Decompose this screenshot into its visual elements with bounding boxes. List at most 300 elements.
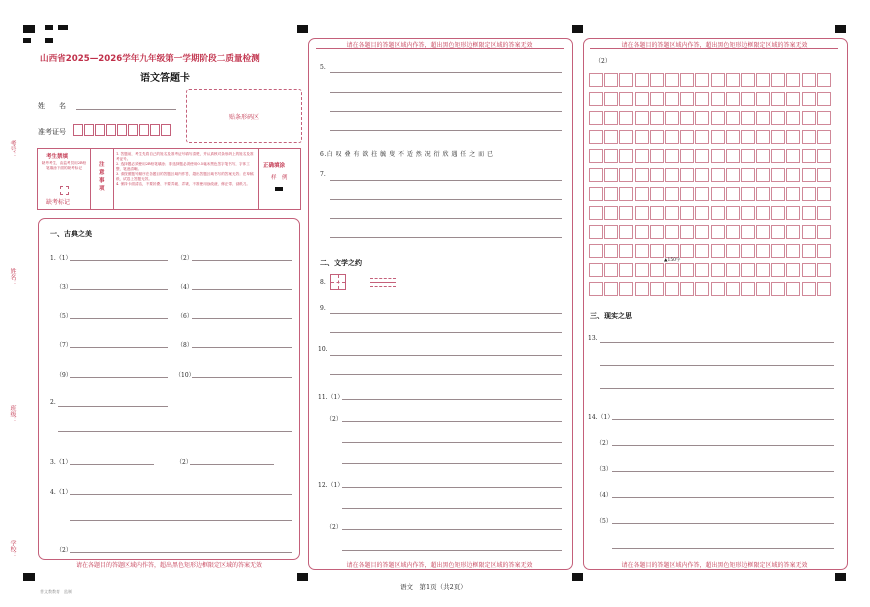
essay-grid-cell[interactable]: [695, 168, 709, 182]
essay-grid-cell[interactable]: [786, 168, 800, 182]
timing-mark: [58, 25, 68, 30]
q1-9-answer[interactable]: [70, 377, 168, 378]
q11-2-answer-line[interactable]: [342, 421, 562, 422]
essay-grid-cell[interactable]: [771, 149, 785, 163]
essay-grid-cell[interactable]: [771, 111, 785, 125]
q9-answer-line[interactable]: [330, 313, 562, 314]
q8-char-box[interactable]: [330, 274, 346, 290]
essay-grid-cell[interactable]: [680, 225, 694, 239]
essay-grid-cell[interactable]: [711, 111, 725, 125]
essay-grid-cell[interactable]: [650, 244, 664, 258]
essay-grid-cell[interactable]: [786, 263, 800, 277]
q13-label: 13.: [588, 335, 598, 342]
essay-grid-cell[interactable]: [771, 187, 785, 201]
essay-grid-cell[interactable]: [665, 130, 679, 144]
essay-grid-row[interactable]: [589, 130, 832, 144]
essay-grid-cell[interactable]: [711, 263, 725, 277]
essay-grid-cell[interactable]: [589, 244, 603, 258]
q1-7-label: （7）: [56, 342, 72, 349]
essay-label: （2）: [595, 58, 611, 65]
q5-label: 5.: [320, 64, 326, 71]
essay-grid-cell[interactable]: [635, 206, 649, 220]
essay-grid-cell[interactable]: [726, 92, 740, 106]
essay-grid-cell[interactable]: [650, 263, 664, 277]
essay-grid-cell[interactable]: [771, 92, 785, 106]
name-field[interactable]: [76, 109, 176, 110]
q12-1-label: 12.（1）: [318, 482, 344, 489]
essay-grid-cell[interactable]: [680, 282, 694, 296]
essay-grid-cell[interactable]: [604, 149, 618, 163]
essay-grid-row[interactable]: [589, 225, 832, 239]
essay-grid-row[interactable]: [589, 244, 832, 258]
essay-grid-cell[interactable]: [680, 130, 694, 144]
q4-2-answer-line[interactable]: [70, 552, 292, 553]
q13-answer-line[interactable]: [600, 365, 834, 366]
section-title-literature: 二、文学之约: [320, 259, 362, 267]
essay-grid-cell[interactable]: [817, 263, 831, 277]
q14-5-answer[interactable]: [612, 548, 834, 549]
warning-top-3: 请在各题目的答题区域内作答，超出黑色矩形边框限定区域的答案无效: [621, 42, 808, 49]
essay-grid-cell[interactable]: [619, 225, 633, 239]
essay-grid-cell[interactable]: [741, 111, 755, 125]
essay-grid-cell[interactable]: [756, 149, 770, 163]
essay-grid-cell[interactable]: [741, 187, 755, 201]
q14-5-label: （5）: [596, 518, 612, 525]
essay-word-marker: ▲150字: [664, 258, 681, 263]
q2-answer-line[interactable]: [58, 406, 168, 407]
essay-grid-cell[interactable]: [726, 130, 740, 144]
q12-1-answer-line[interactable]: [342, 487, 562, 488]
essay-grid-cell[interactable]: [786, 149, 800, 163]
essay-grid-cell[interactable]: [589, 225, 603, 239]
q1-5-label: （5）: [56, 313, 72, 320]
essay-grid-cell[interactable]: [756, 187, 770, 201]
essay-grid-cell[interactable]: [802, 111, 816, 125]
essay-grid-cell[interactable]: [741, 282, 755, 296]
exam-title: 山西省2025—2026学年九年级第一学期阶段二质量检测: [40, 54, 260, 64]
q1-7-answer[interactable]: [70, 347, 168, 348]
essay-grid-cell[interactable]: [771, 244, 785, 258]
essay-grid-cell[interactable]: [619, 263, 633, 277]
q7-answer-line[interactable]: [330, 237, 562, 238]
essay-grid-cell[interactable]: [695, 149, 709, 163]
essay-grid-cell[interactable]: [741, 263, 755, 277]
essay-grid-cell[interactable]: [786, 73, 800, 87]
essay-grid-cell[interactable]: [589, 206, 603, 220]
essay-grid-cell[interactable]: [771, 73, 785, 87]
essay-grid-cell[interactable]: [741, 206, 755, 220]
essay-grid-cell[interactable]: [665, 225, 679, 239]
essay-grid-cell[interactable]: [635, 149, 649, 163]
essay-grid-cell[interactable]: [771, 168, 785, 182]
essay-grid-row[interactable]: [589, 73, 832, 87]
essay-grid-cell[interactable]: [756, 244, 770, 258]
essay-grid-cell[interactable]: [665, 73, 679, 87]
essay-grid-cell[interactable]: [711, 168, 725, 182]
essay-grid-cell[interactable]: [635, 168, 649, 182]
essay-grid-cell[interactable]: [711, 244, 725, 258]
essay-grid-cell[interactable]: [589, 111, 603, 125]
essay-grid-cell[interactable]: [619, 92, 633, 106]
essay-grid-cell[interactable]: [726, 168, 740, 182]
essay-grid-cell[interactable]: [726, 187, 740, 201]
essay-grid-cell[interactable]: [695, 225, 709, 239]
essay-grid-cell[interactable]: [756, 92, 770, 106]
q12-2-answer-line[interactable]: [342, 550, 562, 551]
q1-5-answer[interactable]: [70, 318, 168, 319]
correct-fill-title: 正确填涂: [263, 163, 286, 169]
essay-grid-cell[interactable]: [635, 111, 649, 125]
essay-grid-cell[interactable]: [711, 130, 725, 144]
essay-grid-cell[interactable]: [604, 225, 618, 239]
essay-grid-cell[interactable]: [650, 92, 664, 106]
q13-answer-line[interactable]: [600, 342, 834, 343]
q10-answer-line[interactable]: [330, 374, 562, 375]
section-title-classic: 一、古典之美: [50, 230, 92, 238]
warning-bottom-2: 请在各题目的答题区域内作答，超出黑色矩形边框限定区域的答案无效: [346, 562, 533, 569]
essay-grid-cell[interactable]: [680, 168, 694, 182]
q7-answer-line[interactable]: [330, 218, 562, 219]
essay-grid-cell[interactable]: [817, 73, 831, 87]
barcode-area: [186, 89, 302, 143]
q13-answer-line[interactable]: [600, 388, 834, 389]
q14-2-answer[interactable]: [612, 445, 834, 446]
essay-grid-cell[interactable]: [604, 244, 618, 258]
essay-grid-cell[interactable]: [650, 187, 664, 201]
q1-2-label: （2）: [177, 255, 193, 262]
essay-grid-cell[interactable]: [695, 111, 709, 125]
essay-grid-cell[interactable]: [726, 282, 740, 296]
q2-answer-line[interactable]: [58, 431, 292, 432]
essay-grid-cell[interactable]: [786, 187, 800, 201]
essay-grid-cell[interactable]: [665, 111, 679, 125]
q4-1-answer-line[interactable]: [70, 520, 292, 521]
q1-10-answer[interactable]: [192, 377, 292, 378]
essay-grid-cell[interactable]: [771, 282, 785, 296]
notice-item: 2. 选择题必须使用2B铅笔填涂；非选择题必须使用0.5毫米黑色签字笔书写，字体工整、笔迹清晰。: [116, 162, 250, 171]
essay-grid-cell[interactable]: [771, 206, 785, 220]
essay-grid-cell[interactable]: [711, 187, 725, 201]
essay-grid-cell[interactable]: [756, 73, 770, 87]
essay-grid-cell[interactable]: [786, 130, 800, 144]
essay-grid-cell[interactable]: [756, 225, 770, 239]
essay-grid-cell[interactable]: [635, 130, 649, 144]
side-label-class: 班级：: [9, 405, 16, 423]
essay-grid-cell[interactable]: [802, 73, 816, 87]
essay-grid-cell[interactable]: [817, 92, 831, 106]
essay-grid-cell[interactable]: [817, 149, 831, 163]
essay-grid-cell[interactable]: [726, 111, 740, 125]
correct-fill-sample-label: 样 例: [271, 175, 288, 181]
notice-title: 注意事项: [99, 162, 105, 192]
printer-credit: 普文教教育 监制: [40, 589, 72, 594]
q1-1-answer[interactable]: [70, 260, 168, 261]
essay-grid-row[interactable]: [589, 206, 832, 220]
essay-grid-cell[interactable]: [650, 206, 664, 220]
q11-1-label: 11.（1）: [318, 394, 344, 401]
essay-grid-cell[interactable]: [604, 111, 618, 125]
essay-grid-cell[interactable]: [817, 225, 831, 239]
missing-mark-box[interactable]: [60, 186, 69, 195]
essay-grid-cell[interactable]: [604, 73, 618, 87]
essay-grid-cell[interactable]: [756, 206, 770, 220]
essay-grid-cell[interactable]: [711, 282, 725, 296]
notice-item: 3. 请按照题号顺序在各题目的答题区域内作答，超出答题区域书写的答案无效；在草稿纸、试卷上答题无效。: [116, 172, 254, 181]
essay-grid-row[interactable]: [589, 168, 832, 182]
q14-2-label: （2）: [596, 440, 612, 447]
name-label: 姓 名: [38, 102, 66, 110]
q7-answer-line[interactable]: [330, 199, 562, 200]
q1-4-answer[interactable]: [192, 289, 292, 290]
q5-answer-line[interactable]: [330, 72, 562, 73]
essay-grid-cell[interactable]: [680, 149, 694, 163]
essay-grid-row[interactable]: [589, 263, 832, 277]
side-label-school: 学校：: [9, 540, 16, 558]
timing-mark: [45, 38, 53, 43]
q14-1-answer[interactable]: [612, 419, 834, 420]
warning-bottom-3: 请在各题目的答题区域内作答，超出黑色矩形边框限定区域的答案无效: [621, 562, 808, 569]
q14-3-answer[interactable]: [612, 471, 834, 472]
essay-grid-cell[interactable]: [817, 111, 831, 125]
card-title: 语文答题卡: [140, 73, 190, 84]
essay-grid-cell[interactable]: [726, 206, 740, 220]
essay-grid-cell[interactable]: [756, 282, 770, 296]
essay-grid-cell[interactable]: [589, 73, 603, 87]
q5-answer-line[interactable]: [330, 130, 562, 131]
essay-grid-cell[interactable]: [589, 92, 603, 106]
essay-grid-cell[interactable]: [665, 168, 679, 182]
essay-grid-cell[interactable]: [695, 130, 709, 144]
essay-grid-cell[interactable]: [741, 225, 755, 239]
essay-grid-cell[interactable]: [802, 225, 816, 239]
essay-grid-cell[interactable]: [817, 206, 831, 220]
essay-grid-cell[interactable]: [726, 263, 740, 277]
essay-grid-row[interactable]: [589, 92, 832, 106]
essay-grid-cell[interactable]: [726, 73, 740, 87]
essay-grid-cell[interactable]: [604, 263, 618, 277]
essay-grid-cell[interactable]: [817, 244, 831, 258]
essay-grid-cell[interactable]: [650, 111, 664, 125]
essay-grid-cell[interactable]: [711, 73, 725, 87]
essay-grid-cell[interactable]: [619, 187, 633, 201]
q4-1-answer-line[interactable]: [70, 494, 292, 495]
essay-grid-cell[interactable]: [786, 92, 800, 106]
essay-grid-cell[interactable]: [817, 130, 831, 144]
essay-grid-cell[interactable]: [680, 111, 694, 125]
essay-grid-cell[interactable]: [619, 111, 633, 125]
q8-pinyin-lines[interactable]: [370, 276, 396, 288]
essay-grid-cell[interactable]: [741, 130, 755, 144]
corner-mark: [572, 25, 583, 33]
essay-grid-cell[interactable]: [635, 225, 649, 239]
essay-grid-cell[interactable]: [741, 92, 755, 106]
essay-grid-cell[interactable]: [665, 282, 679, 296]
essay-grid-cell[interactable]: [802, 282, 816, 296]
q1-3-answer[interactable]: [70, 289, 168, 290]
corner-mark: [572, 573, 583, 581]
q1-10-label: （10）: [175, 372, 195, 379]
essay-grid-row[interactable]: [589, 187, 832, 201]
essay-grid-cell[interactable]: [680, 73, 694, 87]
essay-grid-cell[interactable]: [604, 206, 618, 220]
essay-grid-cell[interactable]: [802, 244, 816, 258]
q11-1-answer-line[interactable]: [342, 399, 562, 400]
essay-grid-cell[interactable]: [619, 244, 633, 258]
q1-6-label: （6）: [177, 313, 193, 320]
essay-grid-cell[interactable]: [756, 168, 770, 182]
essay-grid-cell[interactable]: [695, 263, 709, 277]
essay-grid-cell[interactable]: [802, 149, 816, 163]
q11-2-answer-line[interactable]: [342, 463, 562, 464]
essay-grid-cell[interactable]: [817, 187, 831, 201]
essay-grid-cell[interactable]: [695, 206, 709, 220]
essay-grid-cell[interactable]: [589, 187, 603, 201]
essay-grid-cell[interactable]: [635, 73, 649, 87]
essay-grid-cell[interactable]: [786, 225, 800, 239]
q3-1-answer[interactable]: [70, 464, 154, 465]
q10-answer-line[interactable]: [330, 355, 562, 356]
essay-grid-cell[interactable]: [650, 149, 664, 163]
essay-grid-cell[interactable]: [619, 73, 633, 87]
essay-grid-cell[interactable]: [802, 263, 816, 277]
essay-grid-cell[interactable]: [604, 130, 618, 144]
q1-8-answer[interactable]: [192, 347, 292, 348]
q3-2-answer[interactable]: [190, 464, 274, 465]
essay-grid-cell[interactable]: [786, 244, 800, 258]
essay-grid-cell[interactable]: [695, 73, 709, 87]
q9-answer-line[interactable]: [330, 332, 562, 333]
essay-grid-cell[interactable]: [635, 263, 649, 277]
q5-answer-line[interactable]: [330, 111, 562, 112]
q12-1-answer-line[interactable]: [342, 508, 562, 509]
essay-grid-cell[interactable]: [589, 130, 603, 144]
essay-grid-cell[interactable]: [771, 225, 785, 239]
q1-3-label: （3）: [56, 284, 72, 291]
q1-6-answer[interactable]: [192, 318, 292, 319]
q7-answer-line[interactable]: [330, 180, 562, 181]
essay-grid-cell[interactable]: [635, 244, 649, 258]
essay-grid-cell[interactable]: [726, 244, 740, 258]
essay-grid-row[interactable]: [589, 111, 832, 125]
essay-grid-cell[interactable]: [604, 92, 618, 106]
q14-5-answer[interactable]: [612, 523, 834, 524]
essay-grid-cell[interactable]: [695, 92, 709, 106]
q1-2-answer[interactable]: [192, 260, 292, 261]
essay-grid[interactable]: [589, 73, 839, 299]
q1-8-label: （8）: [177, 342, 193, 349]
essay-grid-cell[interactable]: [665, 92, 679, 106]
essay-grid-cell[interactable]: [695, 244, 709, 258]
essay-grid-cell[interactable]: [741, 73, 755, 87]
essay-grid-row[interactable]: [589, 282, 832, 296]
essay-grid-cell[interactable]: [817, 282, 831, 296]
essay-grid-cell[interactable]: [635, 187, 649, 201]
essay-grid-cell[interactable]: [680, 206, 694, 220]
essay-grid-cell[interactable]: [650, 168, 664, 182]
essay-grid-cell[interactable]: [635, 92, 649, 106]
essay-grid-cell[interactable]: [802, 206, 816, 220]
essay-grid-cell[interactable]: [604, 168, 618, 182]
essay-grid-cell[interactable]: [589, 263, 603, 277]
essay-grid-cell[interactable]: [604, 282, 618, 296]
essay-grid-cell[interactable]: [619, 206, 633, 220]
timing-mark: [45, 25, 53, 30]
essay-grid-cell[interactable]: [756, 130, 770, 144]
essay-grid-cell[interactable]: [619, 149, 633, 163]
essay-grid-cell[interactable]: [711, 225, 725, 239]
essay-grid-row[interactable]: [589, 149, 832, 163]
essay-grid-cell[interactable]: [802, 130, 816, 144]
essay-grid-cell[interactable]: [665, 206, 679, 220]
q14-4-answer[interactable]: [612, 497, 834, 498]
q8-label: 8.: [320, 279, 326, 286]
essay-grid-cell[interactable]: [680, 263, 694, 277]
essay-grid-cell[interactable]: [741, 149, 755, 163]
essay-grid-cell[interactable]: [695, 187, 709, 201]
side-label-name: 姓名：: [9, 268, 16, 286]
essay-grid-cell[interactable]: [619, 130, 633, 144]
essay-grid-cell[interactable]: [650, 73, 664, 87]
essay-grid-cell[interactable]: [786, 206, 800, 220]
essay-grid-cell[interactable]: [650, 130, 664, 144]
essay-grid-cell[interactable]: [771, 263, 785, 277]
q12-2-answer-line[interactable]: [342, 529, 562, 530]
q11-2-answer-line[interactable]: [342, 442, 562, 443]
essay-grid-cell[interactable]: [726, 149, 740, 163]
essay-grid-cell[interactable]: [680, 92, 694, 106]
essay-grid-cell[interactable]: [665, 244, 679, 258]
essay-grid-cell[interactable]: [604, 187, 618, 201]
essay-grid-cell[interactable]: [650, 282, 664, 296]
warning-top-2: 请在各题目的答题区域内作答，超出黑色矩形边框限定区域的答案无效: [346, 42, 533, 49]
page-number: 语文 第1页（共2页）: [400, 583, 467, 591]
essay-grid-cell[interactable]: [756, 263, 770, 277]
essay-grid-cell[interactable]: [650, 225, 664, 239]
essay-grid-cell[interactable]: [802, 168, 816, 182]
warning-bottom-1: 请在各题目的答题区域内作答，超出黑色矩形边框限定区域的答案无效: [75, 562, 262, 569]
essay-grid-cell[interactable]: [786, 111, 800, 125]
essay-grid-cell[interactable]: [619, 282, 633, 296]
essay-grid-cell[interactable]: [741, 244, 755, 258]
essay-grid-cell[interactable]: [756, 111, 770, 125]
essay-grid-cell[interactable]: [589, 168, 603, 182]
essay-grid-cell[interactable]: [711, 92, 725, 106]
essay-grid-cell[interactable]: [802, 92, 816, 106]
essay-grid-cell[interactable]: [665, 149, 679, 163]
essay-grid-cell[interactable]: [786, 282, 800, 296]
essay-grid-cell[interactable]: [741, 168, 755, 182]
exam-no-boxes[interactable]: [73, 124, 172, 136]
essay-grid-cell[interactable]: [665, 187, 679, 201]
essay-grid-cell[interactable]: [802, 187, 816, 201]
essay-grid-cell[interactable]: [665, 263, 679, 277]
essay-grid-cell[interactable]: [726, 225, 740, 239]
essay-grid-cell[interactable]: [711, 206, 725, 220]
essay-grid-cell[interactable]: [771, 130, 785, 144]
q5-answer-line[interactable]: [330, 92, 562, 93]
exam-no-label: 准考证号: [38, 128, 66, 136]
essay-grid-cell[interactable]: [695, 282, 709, 296]
essay-grid-cell[interactable]: [680, 187, 694, 201]
essay-grid-cell[interactable]: [711, 149, 725, 163]
q3-1-label: 3.（1）: [50, 459, 72, 466]
essay-grid-cell[interactable]: [589, 282, 603, 296]
essay-grid-cell[interactable]: [619, 168, 633, 182]
essay-grid-cell[interactable]: [817, 168, 831, 182]
essay-grid-cell[interactable]: [680, 244, 694, 258]
essay-grid-cell[interactable]: [589, 149, 603, 163]
essay-grid-cell[interactable]: [635, 282, 649, 296]
